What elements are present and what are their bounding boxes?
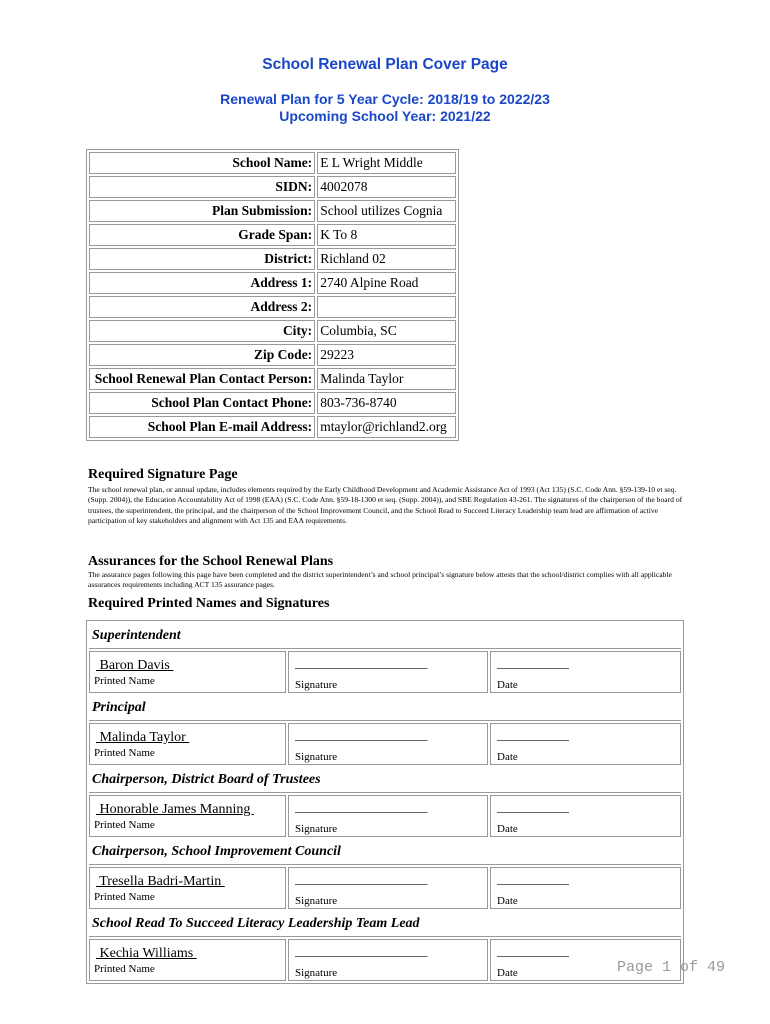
info-label: City: [89,320,315,342]
printed-name-label: Printed Name [94,963,155,975]
info-row [89,344,456,366]
page-title: School Renewal Plan Cover Page [262,56,508,73]
info-value: 803-736-8740 [317,392,456,414]
signature-cell[interactable] [288,867,488,909]
date-label: Date [497,895,518,907]
signature-cell[interactable] [288,795,488,837]
page-number: Page 1 of 49 [616,959,725,976]
printed-name: Kechia Williams [96,946,197,961]
info-value: 4002078 [317,176,456,198]
signature-cell[interactable] [288,651,488,693]
printed-name-label: Printed Name [94,891,155,903]
info-value: School utilizes Cognia [317,200,456,222]
info-label: School Plan E-mail Address: [89,416,315,438]
upcoming-year: Upcoming School Year: 2021/22 [279,108,491,124]
signature-cell[interactable] [288,723,488,765]
info-label: District: [89,248,315,270]
printed-name: Malinda Taylor [96,730,190,745]
school-info-table [86,149,459,441]
signature-row [89,939,681,981]
printed-name-label: Printed Name [94,819,155,831]
date-cell[interactable] [490,795,681,837]
info-value: Richland 02 [317,248,456,270]
info-value: Malinda Taylor [317,368,456,390]
info-row [89,152,456,174]
info-row [89,368,456,390]
info-row [89,176,456,198]
info-label: School Plan Contact Phone: [89,392,315,414]
info-value: 2740 Alpine Road [317,272,456,294]
date-cell[interactable] [490,867,681,909]
assurances-text: The assurance pages following this page have been completed and the district superintendent’s and school principal’s signature below attests that the school/district complies with all applicable assurances requirements including ACT 135 assurance pages. [88,570,672,590]
printed-name-label: Printed Name [94,747,155,759]
printed-names-heading: Required Printed Names and Signatures [88,596,330,611]
printed-name: Baron Davis [96,658,174,673]
signature-line: ________________________ [295,944,427,958]
signature-cell[interactable] [288,939,488,981]
info-label: Plan Submission: [89,200,315,222]
date-line: _____________ [497,944,569,958]
signature-label: Signature [295,895,338,907]
signature-label: Signature [295,751,338,763]
signature-row [89,795,681,837]
signatory-role: Chairperson, District Board of Trustees [89,767,681,793]
signature-line: ________________________ [295,728,427,742]
signatory-role: Principal [89,695,681,721]
required-signature-text: The school renewal plan, or annual update, includes elements required by the Early Childhood Development and Academic Assistance Act of 1993 (Act 135) (S.C. Code Ann. §59-139-10 et seq. (Supp. 2004)), the Education Accountability Act of 1998 (EAA) (S.C. Code Ann. §59-18-1300 et seq. (Supp. 2004)), and SBE Regulation 43-261. The signatures of the chairperson of the board of trustees, the superintendent, the principal, and the chairperson of the School Improvement Council, and the School Read to Succeed Literacy Leadership team lead are affirmation of active participation of key stakeholders and alignment with Act 135 and EAA requirements. [88,485,683,525]
info-row [89,320,456,342]
printed-name-cell [89,939,286,981]
info-value: K To 8 [317,224,456,246]
date-label: Date [497,967,518,979]
printed-name-label: Printed Name [94,675,155,687]
printed-name-cell [89,795,286,837]
signature-line: ________________________ [295,800,427,814]
date-line: _____________ [497,872,569,886]
info-label: Zip Code: [89,344,315,366]
printed-name-cell [89,723,286,765]
info-label: Address 1: [89,272,315,294]
signature-row [89,651,681,693]
signatory-role: Superintendent [89,623,681,649]
date-cell[interactable] [490,723,681,765]
info-label: Grade Span: [89,224,315,246]
info-value: Columbia, SC [317,320,456,342]
date-line: _____________ [497,656,569,670]
signatory-role: Chairperson, School Improvement Council [89,839,681,865]
info-row [89,416,456,438]
date-label: Date [497,679,518,691]
info-row [89,224,456,246]
signature-table [86,620,684,984]
info-label: Address 2: [89,296,315,318]
required-signature-heading: Required Signature Page [88,467,238,482]
date-label: Date [497,751,518,763]
info-row [89,272,456,294]
signature-row [89,723,681,765]
info-value: E L Wright Middle [317,152,456,174]
info-label: School Name: [89,152,315,174]
info-row [89,392,456,414]
info-label: School Renewal Plan Contact Person: [89,368,315,390]
renewal-cycle: Renewal Plan for 5 Year Cycle: 2018/19 to 2022/23 [220,91,550,107]
date-cell[interactable] [490,651,681,693]
signature-label: Signature [295,823,338,835]
info-row [89,296,456,318]
info-label: SIDN: [89,176,315,198]
assurances-heading: Assurances for the School Renewal Plans [88,554,334,569]
date-line: _____________ [497,728,569,742]
info-row [89,248,456,270]
date-line: _____________ [497,800,569,814]
info-value: 29223 [317,344,456,366]
signature-row [89,867,681,909]
signature-line: ________________________ [295,656,427,670]
info-value [317,296,456,318]
signatory-role: School Read To Succeed Literacy Leadership Team Lead [89,911,681,937]
info-value: mtaylor@richland2.org [317,416,456,438]
signature-label: Signature [295,679,338,691]
printed-name-cell [89,867,286,909]
printed-name: Tresella Badri-Martin [96,874,225,889]
printed-name: Honorable James Manning [96,802,254,817]
info-row [89,200,456,222]
signature-label: Signature [295,967,338,979]
printed-name-cell [89,651,286,693]
signature-line: ________________________ [295,872,427,886]
date-label: Date [497,823,518,835]
